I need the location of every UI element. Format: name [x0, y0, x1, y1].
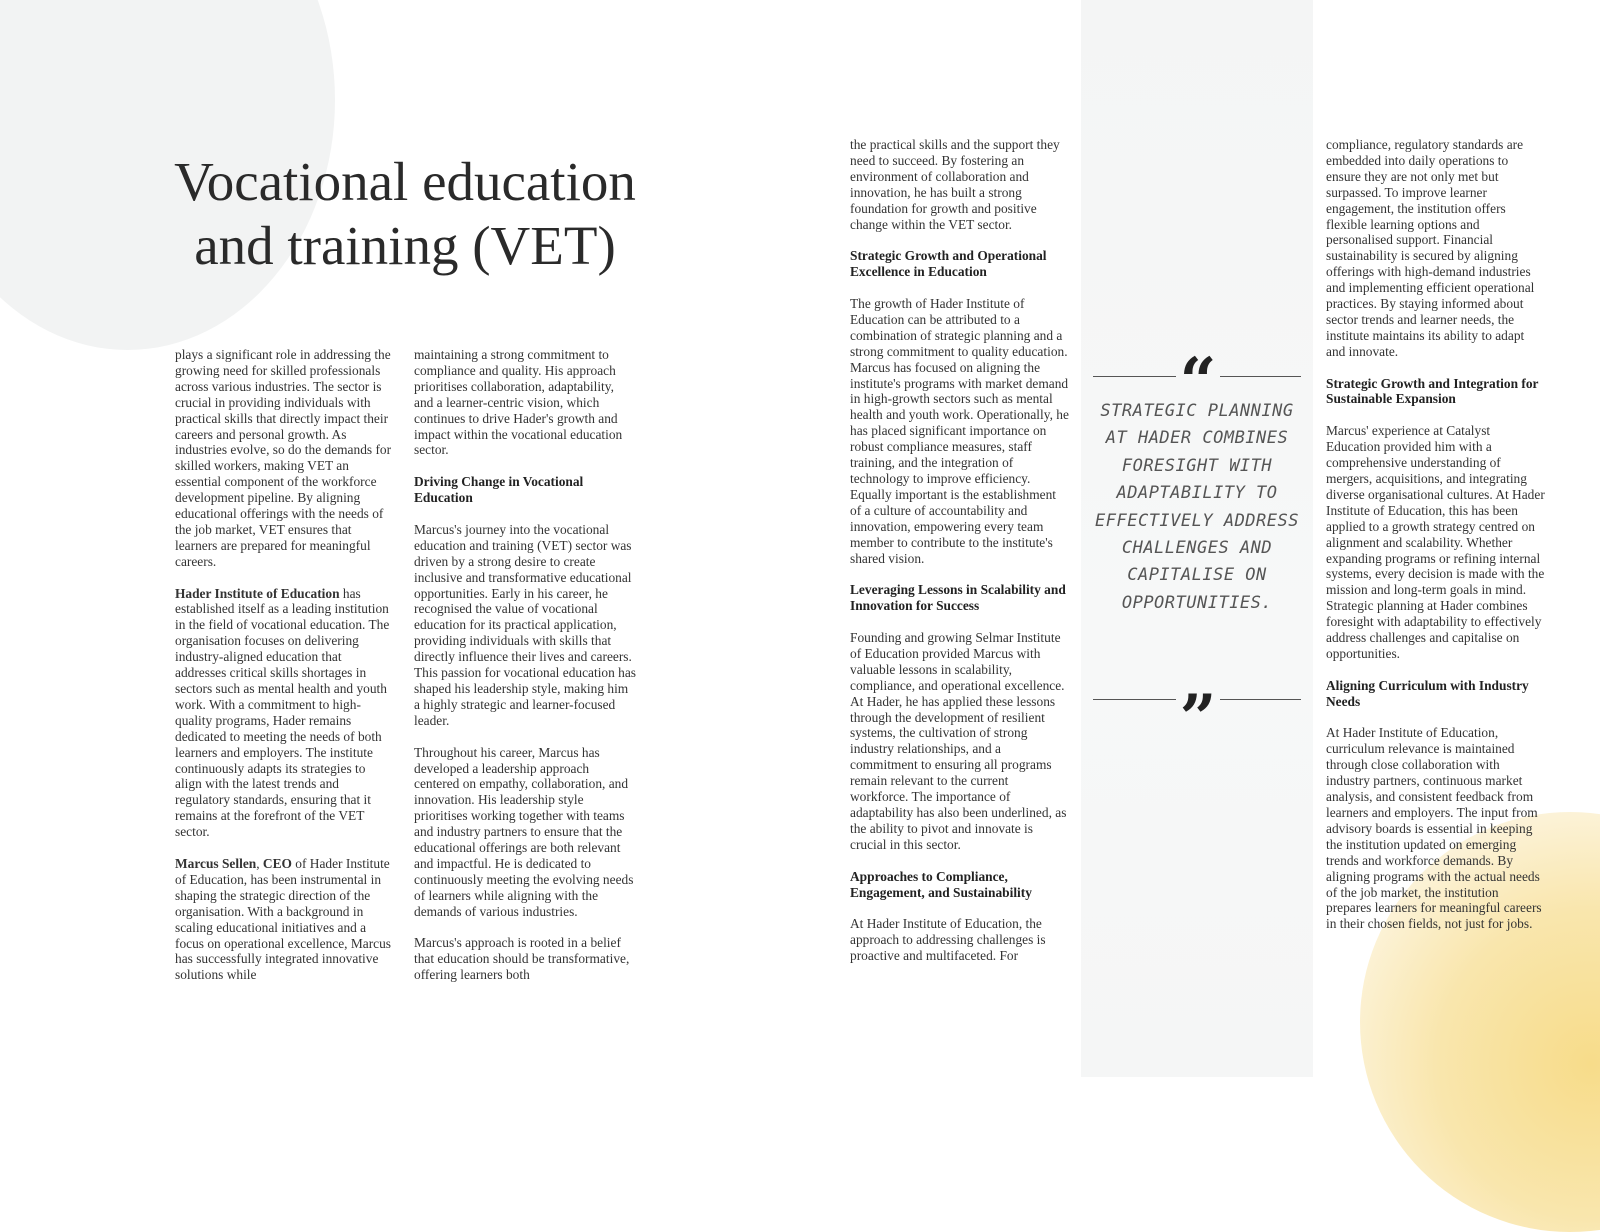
bold-lead: Hader Institute of Education: [175, 585, 340, 601]
paragraph: At Hader Institute of Education, the approach to addressing challenges is proactive and multifaceted. For: [850, 916, 1046, 964]
paragraph: At Hader Institute of Education, curriculum relevance is maintained through close collaboration with industry partners, continuous market analysis, and consistent feedback from learners and employers. The input from advisory boards is essential in keeping the institution updated on emerging trends and workforce demands. By aligning programs with the actual needs of the job market, the institution prepares learners for meaningful careers in their chosen fields, not just for jobs.: [1326, 725, 1542, 932]
section-heading: Leveraging Lessons in Scalability and Innovation for Success: [850, 582, 1066, 614]
text-column-1: [175, 347, 395, 999]
section-heading: Driving Change in Vocational Education: [414, 474, 584, 506]
paragraph: Founding and growing Selmar Institute of Education provided Marcus with valuable lessons in scalability, compliance, and operational excellence. At Hader, he has applied these lessons through the development of resilient systems, the cultivation of strong industry relationships, and a commitment to ensuring all programs remain relevant to the current workforce. The importance of adaptability has also been underlined, as the ability to pivot and innovate is crucial in this sector.: [850, 630, 1067, 852]
text-column-3: [850, 137, 1070, 980]
bold-lead: Marcus Sellen: [175, 855, 257, 871]
paragraph: [175, 586, 395, 841]
page-title: Vocational education and training (VET): [174, 151, 636, 276]
open-quote-icon: “: [1179, 344, 1217, 419]
bold-lead: CEO: [262, 855, 292, 871]
section-heading: Aligning Curriculum with Industry Needs: [1326, 677, 1529, 709]
text-column-2: [414, 347, 636, 999]
separator-text: ,: [256, 855, 263, 871]
paragraph: Marcus's approach is rooted in a belief that education should be transformative, offering learners both: [414, 935, 630, 983]
paragraph: the practical skills and the support they need to succeed. By fostering an environment of collaboration and innovation, he has built a strong foundation for growth and positive change within the VET sector.: [850, 137, 1060, 232]
divider: [1220, 376, 1301, 377]
section-heading: Strategic Growth and Integration for Sustainable Expansion: [1326, 375, 1539, 407]
paragraph: plays a significant role in addressing the growing need for skilled professionals across various industries. The sector is crucial in providing individuals with practical skills that directly impact their careers and personal growth. As industries evolve, so do the demands for skilled workers, making VET an essential component of the workforce development pipeline. By aligning educational offerings with the needs of the job market, VET ensures that learners are prepared for meaningful careers.: [175, 347, 392, 569]
divider: [1093, 699, 1176, 700]
paragraph-text: of Hader Institute of Education, has been instrumental in shaping the strategic direction of the organisation. With a background in scaling educational initiatives and a focus on operational excellence, Marcus has successfully integrated innovative solutions while: [175, 855, 392, 983]
section-heading: Strategic Growth and Operational Excellence in Education: [850, 248, 1047, 280]
paragraph: maintaining a strong commitment to compliance and quality. His approach prioritises collaboration, adaptability, and a learner-centric vision, which continues to drive Hader's growth and impact within the vocational education sector.: [414, 347, 623, 458]
paragraph: [175, 856, 395, 983]
pull-quote-text: STRATEGIC PLANNING AT HADER COMBINES FORESIGHT WITH ADAPTABILITY TO EFFECTIVELY ADDRESS CHALLENGES AND CAPITALISE ON OPPORTUNITIES.: [1095, 401, 1299, 613]
paragraph: compliance, regulatory standards are embedded into daily operations to ensure they are not only met but surpassed. To improve learner engagement, the institution offers flexible learning options and personalised support. Financial sustainability is secured by aligning offerings with high-demand industries and implementing efficient operational practices. By staying informed about sector trends and learner needs, the institute maintains its ability to adapt and innovate.: [1326, 137, 1535, 359]
divider: [1220, 699, 1301, 700]
section-heading: Approaches to Compliance, Engagement, and Sustainability: [850, 868, 1032, 900]
text-column-4: [1326, 137, 1546, 948]
paragraph: Throughout his career, Marcus has developed a leadership approach centered on empathy, collaboration, and innovation. His leadership style prioritises working together with teams and industry partners to ensure that the educational offerings are both relevant and impactful. He is dedicated to continuously meeting the evolving needs of learners while aligning with the demands of various industries.: [414, 744, 634, 919]
paragraph: Marcus's journey into the vocational education and training (VET) sector was driven by a strong desire to create inclusive and transformative educational opportunities. Early in his career, he recognised the value of vocational education for its practical application, providing individuals with skills that directly influence their lives and careers. This passion for vocational education has shaped his leadership style, making him a highly strategic and learner-focused leader.: [414, 521, 636, 728]
divider: [1093, 376, 1176, 377]
paragraph: Marcus' experience at Catalyst Education provided him with a comprehensive understanding of mergers, acquisitions, and integrating diverse organisational cultures. At Hader Institute of Education, this has been applied to a growth strategy centred on alignment and scalability. Whether expanding programs or refining internal systems, every decision is made with the mission and long-term goals in mind. Strategic planning at Hader combines foresight with adaptability to effectively address challenges and capitalise on opportunities.: [1326, 423, 1545, 661]
paragraph: The growth of Hader Institute of Education can be attributed to a combination of strategic planning and a strong commitment to quality education. Marcus has focused on aligning the institute's programs with market demand in high-growth sectors such as mental health and youth work. Operationally, he has placed significant importance on robust compliance measures, staff training, and the integration of technology to improve efficiency. Equally important is the establishment of a culture of accountability and innovation, empowering every team member to contribute to the institute's shared vision.: [850, 296, 1069, 566]
pull-quote: [1093, 344, 1301, 756]
paragraph-text: has established itself as a leading institution in the field of vocational education. The organisation focuses on delivering industry-aligned education that addresses critical skills shortages in sectors such as mental health and youth work. With a commitment to high-quality programs, Hader remains dedicated to meeting the needs of both learners and employers. The institute continuously adapts its strategies to align with the latest trends and regulatory standards, ensuring that it remains at the forefront of the VET sector.: [175, 585, 390, 840]
close-quote-icon: ”: [1179, 681, 1217, 756]
